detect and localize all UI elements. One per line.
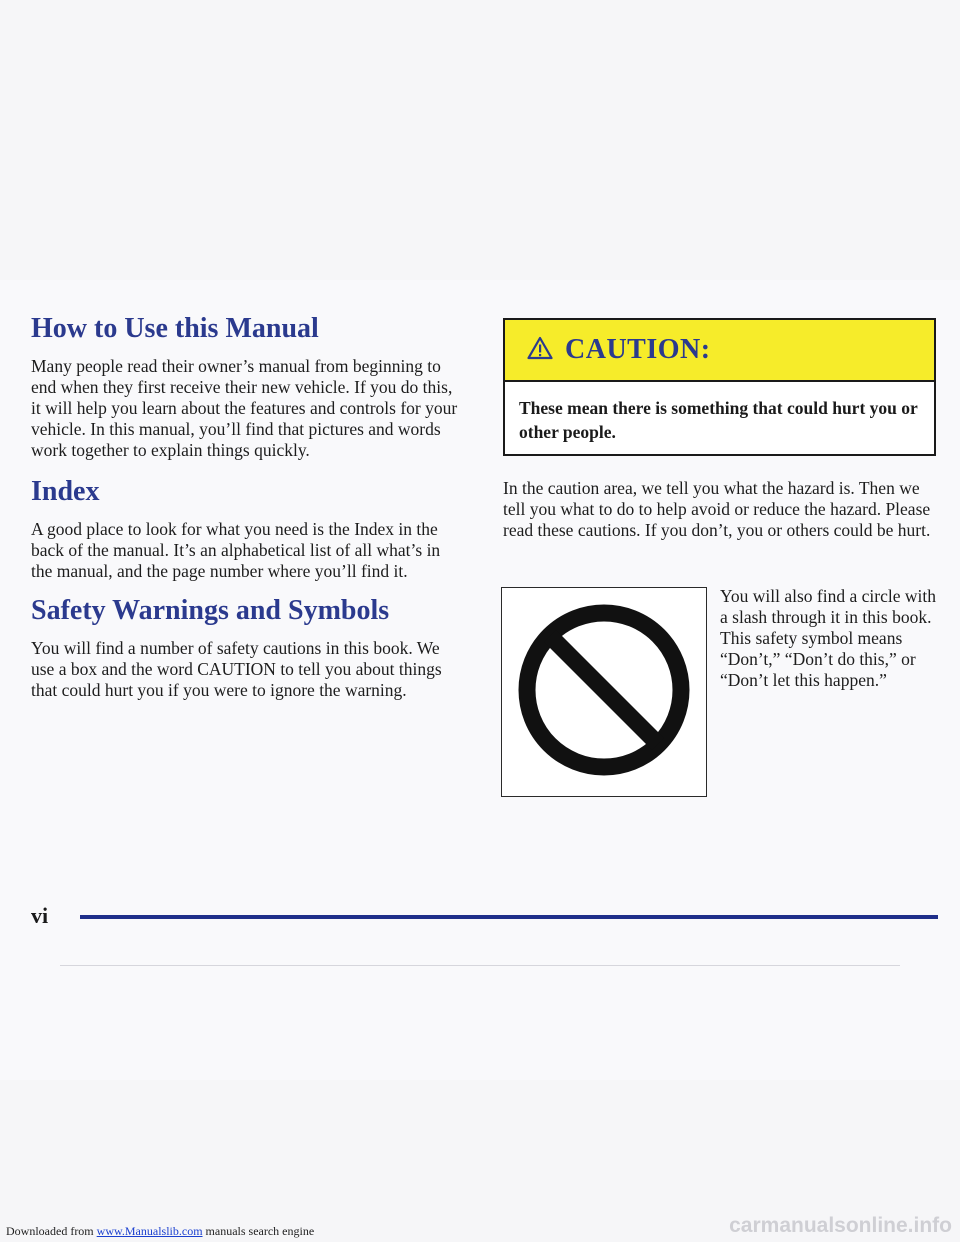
safety-body: You will find a number of safety cautions in this book. We use a box and the word CAUTION to tell you about things that could hurt you if you were to ignore the warning.: [31, 638, 442, 700]
prohibition-circle-icon: [515, 601, 693, 784]
watermark: carmanualsonline.info: [729, 1214, 952, 1237]
symbol-box: [501, 587, 707, 797]
download-prefix: Downloaded from: [6, 1224, 97, 1238]
left-column: [31, 312, 463, 701]
index-title: Index: [31, 476, 100, 507]
footer-rule: [80, 915, 938, 919]
index-body: A good place to look for what you need is the Index in the back of the manual. It’s an alphabetical list of all what’s in the manual, and the page number where you’ll find it.: [31, 519, 441, 581]
caution-box: [503, 318, 936, 456]
manualslib-link[interactable]: www.Manualslib.com: [96, 1224, 203, 1238]
caution-title: CAUTION:: [565, 334, 711, 365]
page-number: vi: [31, 903, 49, 928]
faint-divider: [60, 965, 900, 966]
safety-title: Safety Warnings and Symbols: [31, 595, 390, 626]
download-bar: [6, 1224, 314, 1239]
symbol-text: You will also find a circle with a slash through it in this book. This safety symbol means “Don’t,” “Don’t do this,” or “Don’t let this happen.”: [720, 586, 936, 690]
how-to-body: Many people read their owner’s manual from beginning to end when they first receive their new vehicle. If you do this, it will help you learn about the features and controls for your vehicle. In this manual, you’ll find that pictures and words work together to explain things quickly.: [31, 356, 458, 460]
caution-explanation: In the caution area, we tell you what the hazard is. Then we tell you what to do to help avoid or reduce the hazard. Please read these cautions. If you don’t, you or others could be hurt.: [503, 478, 931, 540]
how-to-title: How to Use this Manual: [31, 313, 319, 344]
caution-body: These mean there is something that could hurt you or other people.: [519, 398, 918, 442]
warning-triangle-icon: [527, 336, 553, 365]
download-suffix: manuals search engine: [202, 1224, 315, 1238]
caution-header: [505, 320, 934, 382]
